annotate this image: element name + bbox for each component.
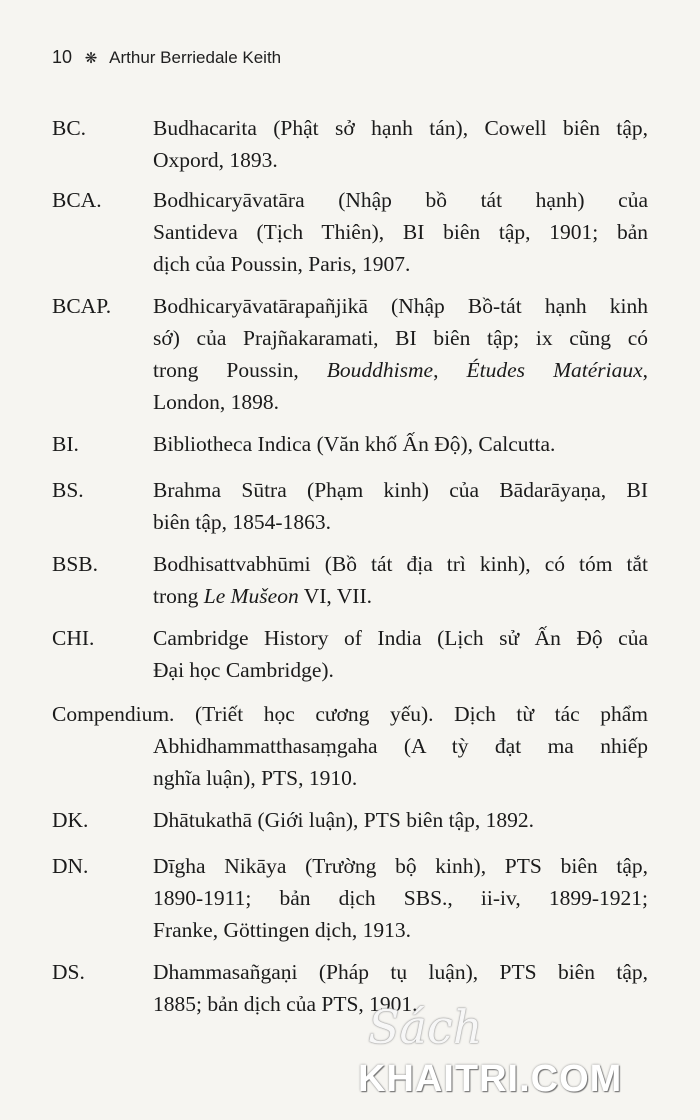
entry-line: nghĩa luận), PTS, 1910. [153, 766, 358, 790]
italic-title: Le Mušeon [203, 584, 299, 608]
page-number: 10 [52, 47, 73, 67]
entry-line: Bodhicaryāvatārapañjikā (Nhập Bồ-tát hạnh kinh [153, 294, 648, 318]
entry-abbreviation: DN. [52, 854, 89, 878]
running-header [52, 47, 281, 68]
entry-line: Bodhicaryāvatāra (Nhập bồ tát hạnh) của [153, 188, 648, 212]
entry-abbreviation: BCAP. [52, 294, 112, 318]
entry-line: 1890-1911; bản dịch SBS., ii-iv, 1899-1921; [153, 886, 648, 910]
entry-line: Abhidhammatthasaṃgaha (A tỳ đạt ma nhiếp [153, 734, 648, 758]
entry-line: Bodhisattvabhūmi (Bồ tát địa trì kinh), có tóm tắt [153, 552, 648, 576]
entry-line: Đại học Cambridge). [153, 658, 334, 682]
entry-line: Compendium. (Triết học cương yếu). Dịch từ tác phẩm [52, 702, 648, 726]
entry-description [153, 804, 648, 836]
entry-line: London, 1898. [153, 390, 280, 414]
entry-description [153, 548, 648, 612]
entry-line: Franke, Göttingen dịch, 1913. [153, 918, 411, 942]
entry-description [52, 698, 648, 794]
entry-line: trong Le Mušeon VI, VII. [153, 584, 372, 608]
entry-line: Brahma Sūtra (Phạm kinh) của Bādarāyaṇa, BI [153, 478, 648, 502]
entry-abbreviation: CHI. [52, 626, 95, 650]
entry-abbreviation: DK. [52, 808, 89, 832]
author-name: Arthur Berriedale Keith [109, 48, 282, 67]
ornament-icon: ❋ [84, 50, 98, 67]
entry-line: Santideva (Tịch Thiên), BI biên tập, 1901; bản [153, 220, 648, 244]
watermark-logo [358, 1000, 688, 1110]
entry-line: trong Poussin, Bouddhisme, Études Matériaux, [153, 358, 648, 382]
entry-description [153, 850, 648, 946]
entry-line: Bibliotheca Indica (Văn khố Ấn Độ), Calcutta. [153, 432, 556, 456]
entry-abbreviation: BS. [52, 478, 84, 502]
entry-abbreviation: BCA. [52, 188, 102, 212]
entry-description [153, 290, 648, 418]
entry-abbreviation: BC. [52, 116, 87, 140]
watermark-brand-text: KHAITRI.COM [358, 1058, 623, 1100]
entry-line: dịch của Poussin, Paris, 1907. [153, 252, 411, 276]
entry-abbreviation: DS. [52, 960, 85, 984]
entry-description [153, 622, 648, 686]
italic-title: Études Matériaux [466, 358, 643, 382]
entry-line: Dhātukathā (Giới luận), PTS biên tập, 1892. [153, 808, 534, 832]
entry-line: Dhammasañgaṇi (Pháp tụ luận), PTS biên tập, [153, 960, 648, 984]
entry-description [153, 112, 648, 176]
entry-line: 1885; bản dịch của PTS, 1901. [153, 992, 418, 1016]
watermark-script-text: Sách [368, 1000, 483, 1054]
entry-line: Dīgha Nikāya (Trường bộ kinh), PTS biên tập, [153, 854, 648, 878]
entry-description [153, 474, 648, 538]
entry-line: Budhacarita (Phật sở hạnh tán), Cowell biên tập, [153, 116, 648, 140]
entry-abbreviation: BSB. [52, 552, 99, 576]
italic-title: Bouddhisme [326, 358, 434, 382]
entry-line: Cambridge History of India (Lịch sử Ấn Độ của [153, 626, 648, 650]
entry-description [153, 428, 648, 460]
entry-abbreviation: BI. [52, 432, 79, 456]
entry-description [153, 184, 648, 280]
entry-line: sớ) của Prajñakaramati, BI biên tập; ix cũng có [153, 326, 648, 350]
entry-line: biên tập, 1854-1863. [153, 510, 331, 534]
entry-abbreviation: Compendium. [52, 702, 175, 726]
entry-line: Oxpord, 1893. [153, 148, 278, 172]
